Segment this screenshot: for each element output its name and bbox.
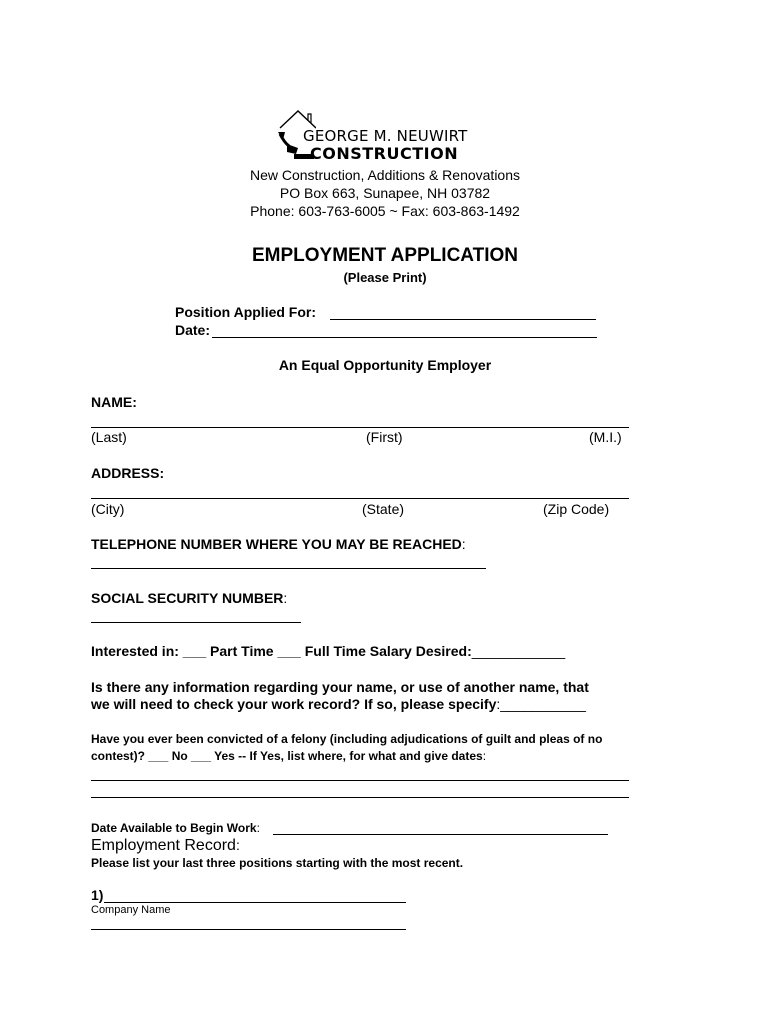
felony-colon: : — [482, 749, 487, 763]
employment-instruction: Please list your last three positions starting with the most recent. — [91, 856, 464, 870]
company-address: PO Box 663, Sunapee, NH 03782 — [279, 185, 491, 201]
company-tagline: New Construction, Additions & Renovations — [249, 167, 521, 183]
felony-details-field-2[interactable] — [91, 797, 629, 798]
date-field[interactable] — [212, 337, 597, 338]
date-label: Date: — [175, 322, 211, 338]
ssn-field[interactable] — [91, 622, 301, 623]
telephone-field[interactable] — [91, 568, 486, 569]
company-name-field-1[interactable] — [104, 902, 406, 903]
name-label: NAME: — [91, 394, 137, 410]
equal-opportunity-text: An Equal Opportunity Employer — [278, 357, 492, 373]
name-mi-caption: (M.I.) — [589, 429, 622, 445]
felony-details-field-1[interactable] — [91, 780, 629, 781]
interested-label: Interested in: ___ Part Time ___ Full Time Salary Desired: — [91, 643, 472, 659]
employment-record-text: Employment Record — [91, 837, 236, 854]
address-label: ADDRESS: — [91, 465, 165, 481]
page-subtitle: (Please Print) — [343, 270, 427, 285]
ssn-label-text: SOCIAL SECURITY NUMBER — [91, 590, 284, 606]
date-available-label — [91, 821, 260, 835]
other-name-question-text: we will need to check your work record? If so, please specify — [91, 696, 497, 712]
company-address-field-1[interactable] — [91, 929, 406, 930]
telephone-label — [91, 536, 466, 552]
date-available-field[interactable] — [273, 834, 608, 835]
employment-record-heading — [91, 837, 240, 855]
name-first-caption: (First) — [366, 429, 403, 445]
ssn-label-colon: : — [283, 590, 288, 606]
telephone-label-text: TELEPHONE NUMBER WHERE YOU MAY BE REACHED — [91, 536, 462, 552]
company-name-caption: Company Name — [91, 904, 171, 916]
logo-line-1: GEORGE M. NEUWIRT — [303, 127, 468, 145]
name-last-caption: (Last) — [91, 429, 127, 445]
telephone-label-colon: : — [461, 536, 466, 552]
other-name-question-line-2 — [91, 696, 586, 712]
interested-line — [91, 643, 565, 659]
company-phone: Phone: 603-763-6005 ~ Fax: 603-863-1492 — [250, 203, 520, 219]
date-available-text: Date Available to Begin Work — [91, 821, 257, 835]
address-state-caption: (State) — [362, 501, 405, 517]
employment-item-1-number: 1) — [91, 887, 104, 903]
page-title: EMPLOYMENT APPLICATION — [252, 245, 518, 266]
company-logo — [276, 108, 496, 164]
other-name-question-line-1: Is there any information regarding your name, or use of another name, that — [91, 679, 589, 695]
felony-question-line-1: Have you ever been convicted of a felony (including adjudications of guilt and pleas of no — [91, 732, 603, 746]
address-field[interactable] — [91, 498, 629, 499]
logo-line-2: CONSTRUCTION — [310, 144, 459, 163]
name-field[interactable] — [91, 427, 629, 428]
other-name-field[interactable]: ___________ — [500, 696, 586, 712]
position-field[interactable] — [330, 319, 596, 320]
date-available-colon: : — [256, 821, 260, 835]
position-label: Position Applied For: — [175, 304, 317, 320]
salary-desired-field[interactable]: ____________ — [471, 643, 566, 659]
ssn-label — [91, 590, 287, 606]
felony-question-text: contest)? ___ No ___ Yes -- If Yes, list where, for what and give dates — [91, 749, 483, 763]
address-city-caption: (City) — [91, 501, 125, 517]
address-zip-caption: (Zip Code) — [543, 501, 610, 517]
other-name-colon: : — [496, 696, 501, 712]
employment-record-colon: : — [235, 837, 240, 853]
felony-question-line-2 — [91, 749, 486, 763]
